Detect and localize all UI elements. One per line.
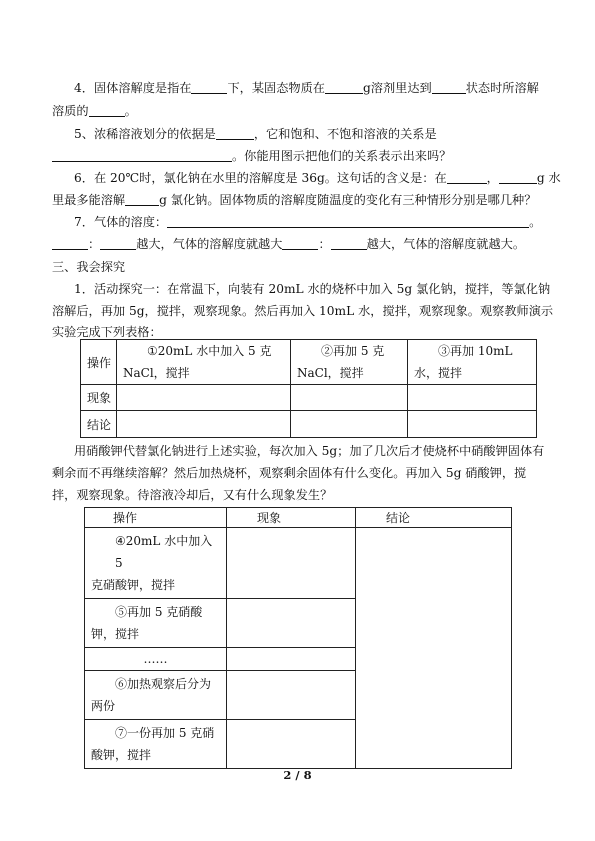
table-row xyxy=(85,528,512,599)
question-4-text: 。 xyxy=(124,104,137,118)
ellipsis-cell: …… xyxy=(85,648,227,671)
activity-1-line-2: 溶解后，再加 5g，搅拌，观察现象。然后再加入 10mL 水，搅拌，观察现象。观察教师演示 xyxy=(52,304,554,318)
blank xyxy=(52,237,88,250)
blank xyxy=(325,81,363,94)
empty-cell xyxy=(227,720,356,769)
empty-cell xyxy=(227,599,356,648)
question-5-text: ，它和饱和、不饱和溶液的关系是 xyxy=(253,127,437,141)
blank xyxy=(89,104,125,117)
operation-cell xyxy=(85,720,227,769)
question-7-text: 。 xyxy=(529,215,542,229)
table-row xyxy=(81,385,537,411)
table-header-row xyxy=(81,340,537,385)
table-header-cell xyxy=(291,340,408,385)
question-7-text: 越大，气体的溶解度就越大 xyxy=(136,237,283,251)
header-line: ③再加 10mL xyxy=(438,344,513,358)
blank xyxy=(216,127,254,140)
blank xyxy=(282,237,318,250)
operation-cell xyxy=(85,528,227,599)
conclusion-cell xyxy=(356,528,512,769)
question-7-line-2 xyxy=(52,236,525,252)
table-header-cell xyxy=(408,340,537,385)
question-4-text: 状态时所溶解 xyxy=(465,81,539,95)
question-7-text: ： xyxy=(88,237,101,251)
operation-line: 酸钾，搅拌 xyxy=(91,748,152,762)
blank xyxy=(52,149,232,162)
question-4-line-2 xyxy=(52,103,137,119)
blank xyxy=(100,237,136,250)
operation-line: 克硝酸钾，搅拌 xyxy=(91,578,176,592)
operation-line: ⑤再加 5 克硝酸 xyxy=(115,605,203,619)
operation-line: ④20mL 水中加入 5 xyxy=(115,534,213,570)
question-5-text: 5、浓稀溶液划分的依据是 xyxy=(74,127,216,141)
question-6-text: g 氯化钠。固体物质的溶解度随温度的变化有三种情形分别是哪几种？ xyxy=(159,193,537,207)
question-6-text: ， xyxy=(486,171,499,185)
question-7-line-1 xyxy=(74,214,541,230)
question-4-text: 下，某固态物质在 xyxy=(227,81,325,95)
table-header-cell: 操作 xyxy=(85,508,227,528)
potassium-nitrate-line-2: 剩余而不再继续溶解？然后加热烧杯，观察剩余固体有什么变化。再加入 5g 硝酸钾，搅 xyxy=(52,466,527,480)
operation-line: ⑥加热观察后分为 xyxy=(115,677,212,691)
question-6-line-2 xyxy=(52,192,536,208)
question-4-text: 溶质的 xyxy=(52,104,89,118)
operation-line: 钾，搅拌 xyxy=(91,627,140,641)
table-header-cell: 操作 xyxy=(81,340,117,385)
empty-cell xyxy=(408,385,537,411)
potassium-nitrate-line-1: 用硝酸钾代替氯化钠进行上述实验，每次加入 5g；加了几次后才使烧杯中硝酸钾固体有 xyxy=(74,444,545,458)
blank xyxy=(447,171,487,184)
activity-1-line-3: 实验完成下列表格： xyxy=(52,325,162,339)
operation-cell xyxy=(85,599,227,648)
blank xyxy=(167,215,529,228)
operation-cell xyxy=(85,671,227,720)
operation-line: 两份 xyxy=(91,699,116,713)
nacl-experiment-table xyxy=(80,339,537,438)
header-line: ②再加 5 克 xyxy=(321,344,385,358)
question-5-text: 。你能用图示把他们的关系表示出来吗？ xyxy=(232,149,452,163)
table-header-cell: 结论 xyxy=(356,508,512,528)
empty-cell xyxy=(117,411,291,438)
question-7-text: 越大，气体的溶解度就越大。 xyxy=(366,237,526,251)
question-6-text: 里最多能溶解 xyxy=(52,193,126,207)
empty-cell xyxy=(291,385,408,411)
blank xyxy=(499,171,537,184)
empty-cell xyxy=(227,648,356,671)
table-header-cell xyxy=(117,340,291,385)
question-5-line-2 xyxy=(52,148,451,164)
question-6-line-1 xyxy=(74,170,561,186)
question-4-text: 4．固体溶解度是指在 xyxy=(74,81,192,95)
empty-cell xyxy=(117,385,291,411)
table-header-cell: 现象 xyxy=(227,508,356,528)
row-label: 结论 xyxy=(81,411,117,438)
page-number: 2 / 8 xyxy=(283,768,312,782)
activity-1-line-1: 1．活动探究一：在常温下，向装有 20mL 水的烧杯中加入 5g 氯化钠，搅拌，等氯化钠 xyxy=(74,282,551,296)
blank xyxy=(191,81,227,94)
question-6-text: g 水 xyxy=(536,171,561,185)
blank xyxy=(331,237,367,250)
row-label: 现象 xyxy=(81,385,117,411)
question-7-text: 7．气体的溶度： xyxy=(74,215,168,229)
header-line: NaCl，搅拌 xyxy=(297,366,364,380)
table-row xyxy=(81,411,537,438)
potassium-nitrate-line-3: 拌，观察现象。待溶液冷却后，又有什么现象发生？ xyxy=(52,488,333,502)
header-line: 水，搅拌 xyxy=(414,366,463,380)
table-header-row xyxy=(85,508,512,528)
header-line: ①20mL 水中加入 5 克 xyxy=(147,344,272,358)
empty-cell xyxy=(408,411,537,438)
empty-cell xyxy=(227,528,356,599)
header-line: NaCl，搅拌 xyxy=(123,366,190,380)
empty-cell xyxy=(227,671,356,720)
operation-line: ⑦一份再加 5 克硝 xyxy=(115,726,215,740)
question-7-text: ： xyxy=(318,237,331,251)
empty-cell xyxy=(291,411,408,438)
kno3-experiment-table xyxy=(84,507,512,769)
question-5-line-1 xyxy=(74,126,437,142)
question-4-line-1 xyxy=(74,80,539,96)
blank xyxy=(432,81,466,94)
question-6-text: 6．在 20℃时，氯化钠在水里的溶解度是 36g。这句话的含义是：在 xyxy=(74,171,447,185)
blank xyxy=(125,193,159,206)
question-4-text: g溶剂里达到 xyxy=(362,81,432,95)
section-heading: 三、我会探究 xyxy=(52,260,126,274)
